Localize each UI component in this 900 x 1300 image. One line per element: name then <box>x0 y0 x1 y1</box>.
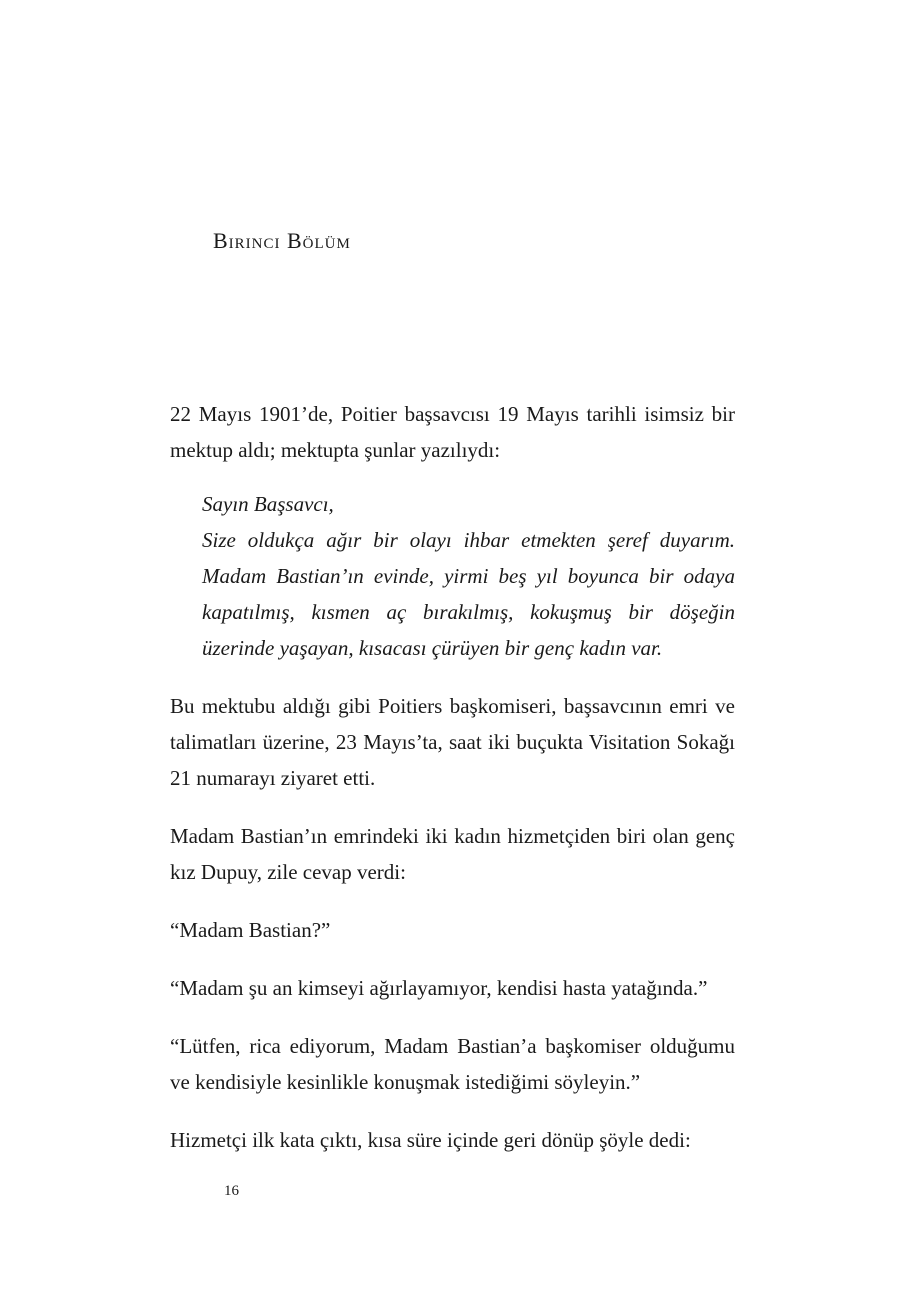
paragraph-2: Bu mektubu aldığı gibi Poitiers başkomiseri, başsavcının emri ve talimatları üzerine, 23 Mayıs’ta, saat iki buçukta Visitation Sokağı 21 numarayı ziyaret etti. <box>170 694 735 790</box>
chapter-heading: Birinci Bölüm <box>213 228 351 253</box>
paragraph-7: Hizmetçi ilk kata çıktı, kısa süre içinde geri dönüp şöyle dedi: <box>170 1128 691 1152</box>
paragraph-5: “Madam şu an kimseyi ağırlayamıyor, kendisi hasta yatağında.” <box>170 976 708 1000</box>
quoted-letter <box>202 486 735 666</box>
letter-body: Size oldukça ağır bir olayı ihbar etmekten şeref duyarım. Madam Bastian’ın evinde, yirmi beş yıl boyunca bir odaya kapatılmış, kısmen aç bırakılmış, kokuşmuş bir döşeğin üzerinde yaşayan, kısacası çürüyen bir genç kadın var. <box>202 528 735 660</box>
page-number: 16 <box>224 1183 239 1199</box>
paragraph-3: Madam Bastian’ın emrindeki iki kadın hizmetçiden biri olan genç kız Dupuy, zile cevap verdi: <box>170 824 735 884</box>
paragraph-6: “Lütfen, rica ediyorum, Madam Bastian’a başkomiser olduğumu ve kendisiyle kesinlikle konuşmak istediğimi söyleyin.” <box>170 1034 735 1094</box>
paragraph-1: 22 Mayıs 1901’de, Poitier başsavcısı 19 Mayıs tarihli isimsiz bir mektup aldı; mektupta şunlar yazılıydı: <box>170 402 735 462</box>
body-text <box>170 396 735 1158</box>
letter-salutation: Sayın Başsavcı, <box>202 492 334 516</box>
paragraph-4: “Madam Bastian?” <box>170 918 331 942</box>
